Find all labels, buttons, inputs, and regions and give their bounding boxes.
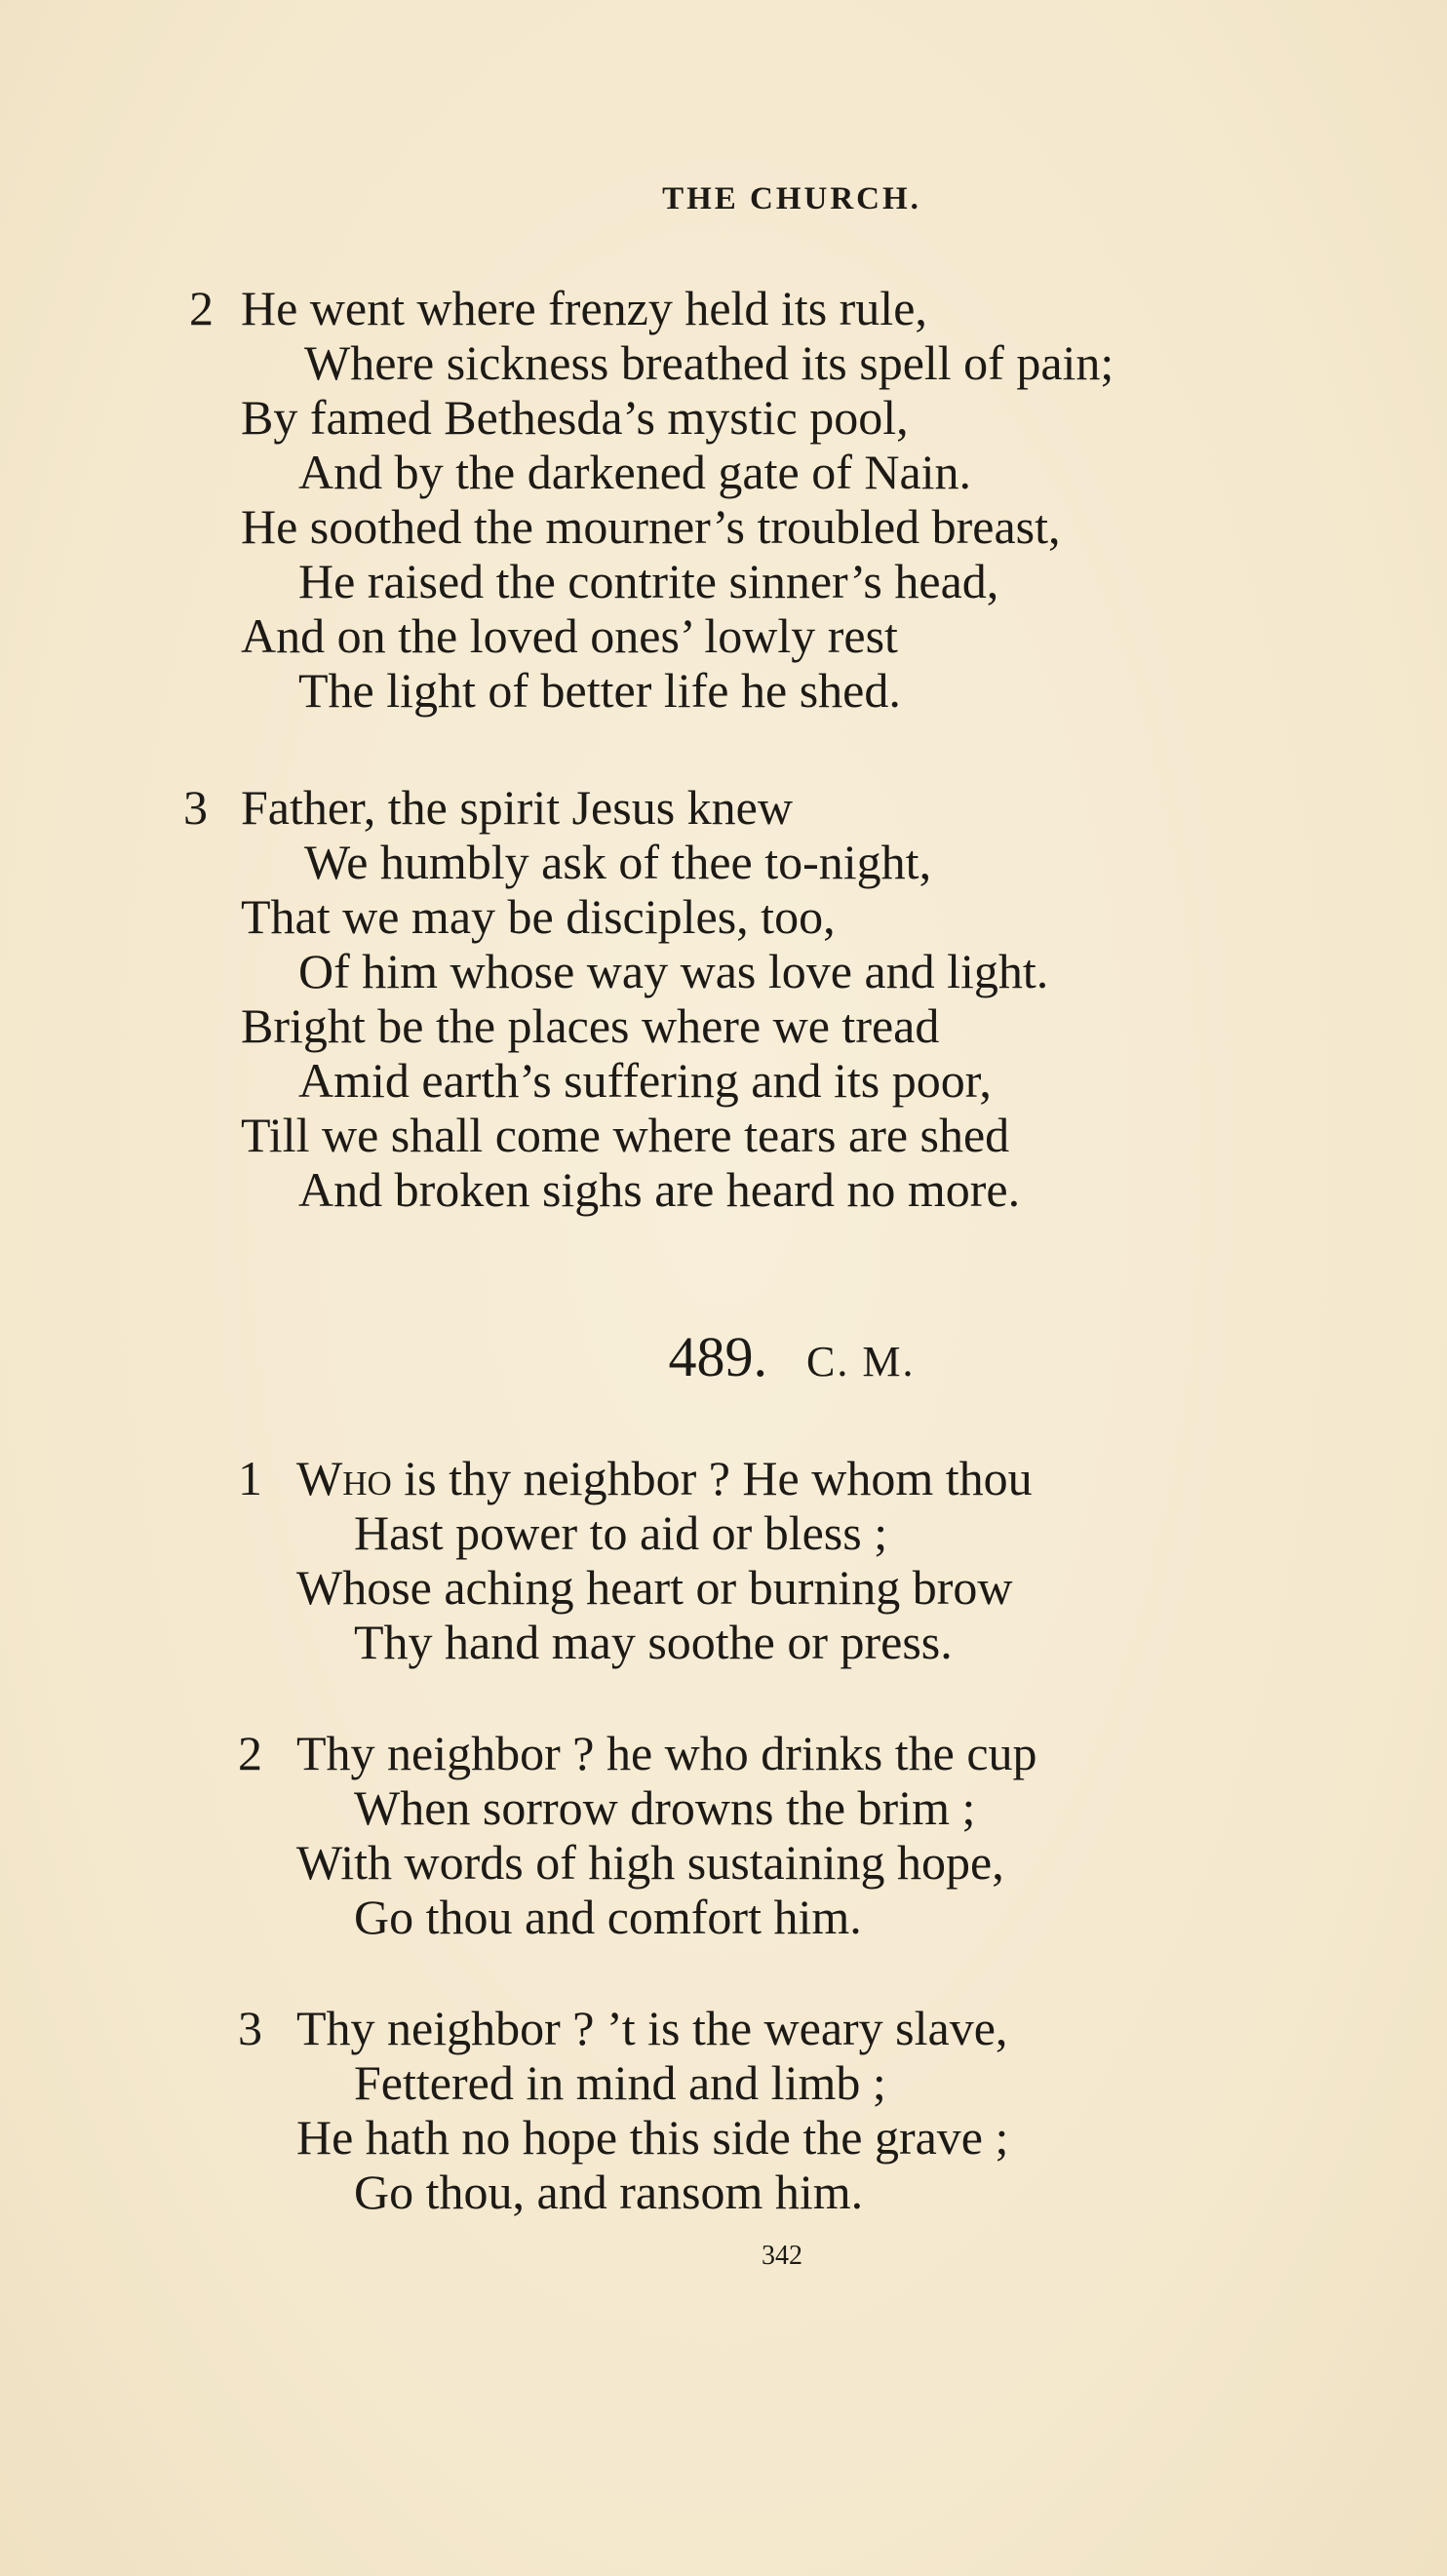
verse-line: Thy hand may soothe or press. bbox=[354, 1615, 953, 1669]
verse-line: Thy neighbor ? he who drinks the cup bbox=[296, 1726, 1037, 1780]
verse-line: He soothed the mourner’s troubled breast, bbox=[241, 499, 1061, 554]
verse-number: 3 bbox=[238, 2001, 262, 2055]
verse-number: 3 bbox=[183, 780, 208, 835]
verse-line: Of him whose way was love and light. bbox=[298, 944, 1049, 998]
running-head: THE CHURCH. bbox=[662, 181, 921, 216]
verse-line: And on the loved ones’ lowly rest bbox=[241, 608, 898, 663]
verse-line: We humbly ask of thee to-night, bbox=[304, 835, 932, 889]
verse-line: That we may be disciples, too, bbox=[241, 889, 836, 944]
verse-line: And broken sighs are heard no more. bbox=[298, 1162, 1021, 1217]
verse-line: And by the darkened gate of Nain. bbox=[298, 445, 972, 499]
verse-line: Where sickness breathed its spell of pain; bbox=[304, 335, 1115, 390]
hymn-meter: C. M. bbox=[806, 1338, 916, 1386]
verse-line: He went where frenzy held its rule, bbox=[241, 281, 927, 335]
verse-number: 1 bbox=[238, 1451, 262, 1505]
verse-line bbox=[296, 1451, 1033, 1505]
hymn-number: 489. bbox=[668, 1325, 767, 1388]
verse-line: Whose aching heart or burning brow bbox=[296, 1560, 1013, 1615]
verse-line: By famed Bethesda’s mystic pool, bbox=[241, 390, 909, 445]
verse-line: He hath no hope this side the grave ; bbox=[296, 2110, 1009, 2165]
first-line-rest: is thy neighbor ? He whom thou bbox=[391, 1451, 1033, 1505]
verse-line: The light of better life he shed. bbox=[298, 663, 901, 718]
verse-line: Hast power to aid or bless ; bbox=[354, 1505, 888, 1560]
verse-line: Amid earth’s suffering and its poor, bbox=[298, 1053, 992, 1108]
verse-line: Father, the spirit Jesus knew bbox=[241, 780, 793, 835]
verse-line: Thy neighbor ? ’t is the weary slave, bbox=[296, 2001, 1008, 2055]
verse-number: 2 bbox=[189, 281, 214, 335]
hymn-heading bbox=[0, 1324, 1447, 1389]
verse-line: When sorrow drowns the brim ; bbox=[354, 1780, 976, 1835]
verse-line: He raised the contrite sinner’s head, bbox=[298, 554, 999, 608]
verse-line: Bright be the places where we tread bbox=[241, 998, 940, 1053]
verse-line: Fettered in mind and limb ; bbox=[354, 2055, 886, 2110]
page-number: 342 bbox=[762, 2241, 802, 2271]
verse-line: Go thou, and ransom him. bbox=[354, 2165, 864, 2219]
verse-line: Go thou and comfort him. bbox=[354, 1890, 862, 1944]
first-word: Who bbox=[296, 1451, 392, 1505]
verse-number: 2 bbox=[238, 1726, 262, 1780]
verse-line: With words of high sustaining hope, bbox=[296, 1835, 1004, 1890]
verse-line: Till we shall come where tears are shed bbox=[241, 1108, 1010, 1162]
